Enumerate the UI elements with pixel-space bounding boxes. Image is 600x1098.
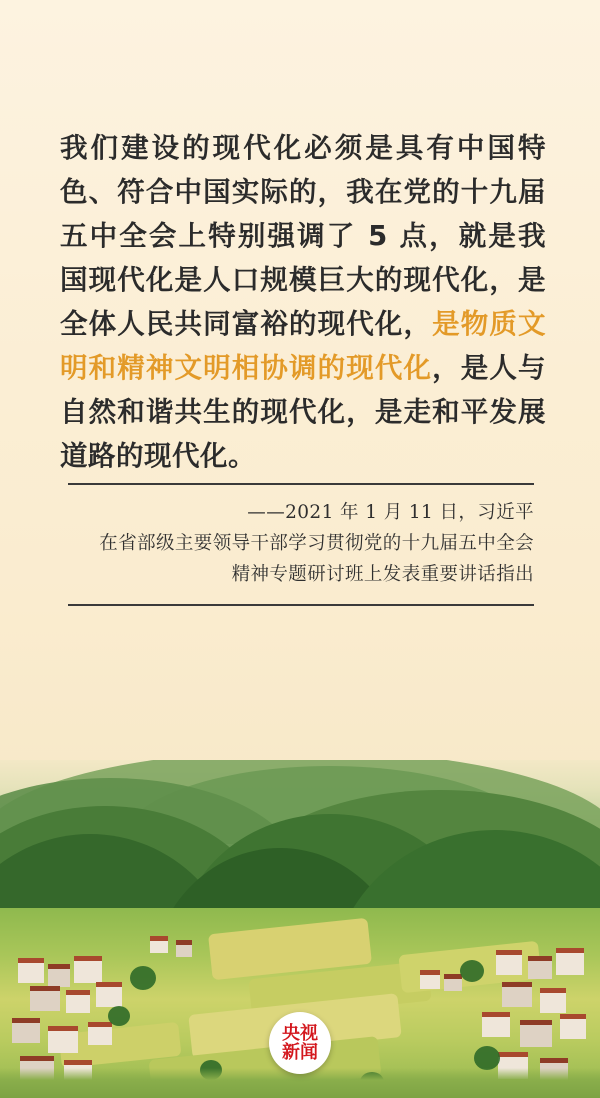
village-house [556, 948, 584, 975]
logo-text [282, 1024, 318, 1062]
attribution [68, 497, 534, 590]
attribution-line-2: 在省部级主要领导干部学习贯彻党的十九届五中全会 [99, 533, 534, 554]
village-house [88, 1022, 112, 1045]
quote-part-2: ，是人与自然和谐共生的现代化，是走和平发展道路的现代化。 [60, 352, 546, 472]
village-house [30, 986, 60, 1011]
village-house [150, 936, 168, 953]
attribution-line-1: ——2021 年 1 月 11 日，习近平 [247, 502, 534, 523]
village-house [528, 956, 552, 979]
village-house [96, 982, 122, 1007]
logo-line-1: 央视 [282, 1023, 318, 1044]
divider-bottom [68, 604, 534, 606]
village-house [496, 950, 522, 975]
tree [474, 1046, 500, 1070]
village-house [176, 940, 192, 957]
village-house [540, 988, 566, 1013]
attribution-line-3: 精神专题研讨班上发表重要讲话指出 [231, 564, 534, 585]
tree [108, 1006, 130, 1026]
village-house [520, 1020, 552, 1047]
village-house [48, 964, 70, 987]
village-house [560, 1014, 586, 1039]
village-house [482, 1012, 510, 1037]
logo-line-2: 新闻 [282, 1042, 318, 1063]
village-house [18, 958, 44, 983]
village-house [444, 974, 462, 991]
tree [130, 966, 156, 990]
quote-highlight: 是物质文明和精神文明相协调的现代化 [60, 308, 546, 384]
village-house [420, 970, 440, 989]
divider-top [68, 483, 534, 485]
village-house [74, 956, 102, 983]
tree [460, 960, 484, 982]
village-house [48, 1026, 78, 1053]
village-house [66, 990, 90, 1013]
quote-text [60, 126, 546, 478]
quote-part-1: 我们建设的现代化必须是具有中国特色、符合中国实际的，我在党的十九届五中全会上特别强调了 5 点，就是我国现代化是人口规模巨大的现代化，是全体人民共同富裕的现代化， [60, 132, 546, 340]
village-house [12, 1018, 40, 1043]
village-house [502, 982, 532, 1007]
cctv-news-logo [269, 1012, 331, 1074]
